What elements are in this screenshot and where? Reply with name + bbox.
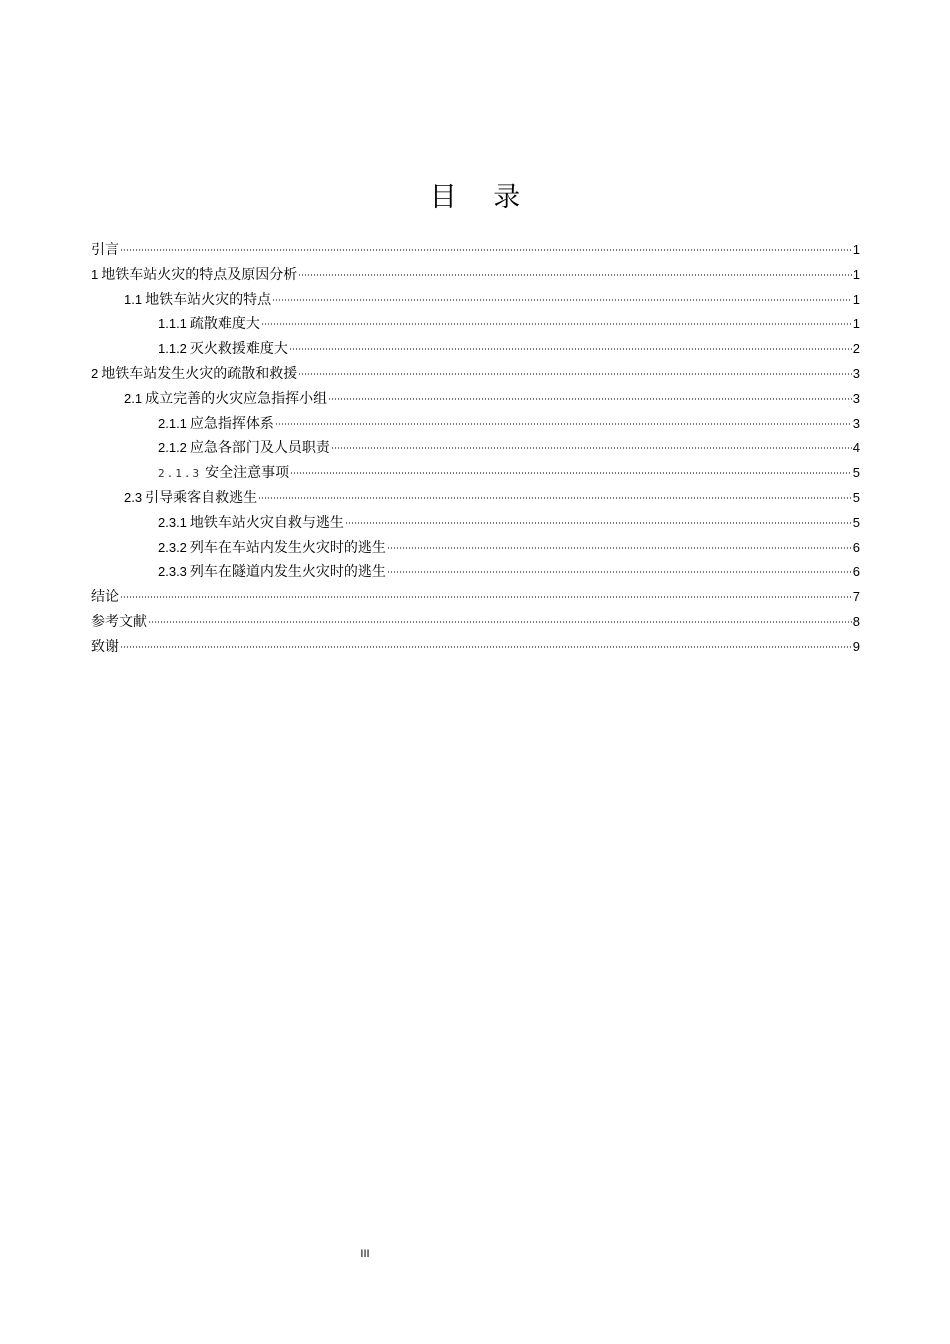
toc-entry[interactable] — [91, 635, 860, 660]
toc-entry-label: 列车在车站内发生火灾时的逃生 — [189, 539, 386, 556]
toc-dot-leader — [258, 497, 852, 499]
toc-entry-page: 4 — [852, 440, 860, 456]
toc-dot-leader — [120, 596, 852, 598]
toc-dot-leader — [290, 472, 852, 474]
toc-dot-leader — [331, 447, 852, 449]
toc-entry-page: 1 — [852, 242, 860, 257]
toc-entry-page: 7 — [852, 589, 860, 605]
toc-entry-label: 致谢 — [91, 638, 119, 655]
toc-entry-label: 地铁车站火灾自救与逃生 — [189, 514, 344, 531]
toc-entry-label: 结论 — [91, 589, 119, 606]
toc-entry-number: 2.1.1 — [158, 415, 187, 431]
toc-entry-label: 参考文献 — [91, 613, 147, 630]
toc-entry[interactable] — [91, 263, 860, 288]
toc-entry-number: 2.3.2 — [158, 539, 187, 555]
toc-dot-leader — [345, 522, 852, 524]
toc-entry-page: 5 — [852, 489, 860, 505]
toc-entry[interactable] — [91, 536, 860, 561]
toc-dot-leader — [298, 373, 852, 375]
toc-entry-label: 应急各部门及人员职责 — [189, 440, 330, 457]
toc-entry-number: 2 — [91, 365, 99, 381]
toc-entry[interactable] — [91, 511, 860, 536]
toc-entry[interactable] — [91, 387, 860, 412]
toc-entry[interactable] — [91, 362, 860, 387]
toc-entry-label: 引导乘客自救逃生 — [145, 489, 258, 506]
toc-entry-page: 9 — [852, 638, 860, 654]
toc-entry[interactable] — [91, 312, 860, 337]
toc-entry-page: 2 — [852, 341, 860, 357]
toc-entry-label: 引言 — [91, 242, 119, 258]
toc-entry[interactable] — [91, 238, 860, 263]
toc-entry[interactable] — [91, 486, 860, 511]
toc-entry-page: 3 — [852, 415, 860, 431]
toc-dot-leader — [272, 299, 852, 301]
toc-entry[interactable] — [91, 585, 860, 610]
toc-entry-page: 3 — [852, 390, 860, 406]
toc-entry[interactable] — [91, 412, 860, 437]
toc-entry[interactable] — [91, 461, 860, 486]
toc-entry-label: 成立完善的火灾应急指挥小组 — [145, 390, 328, 407]
toc-entry-label: 应急指挥体系 — [189, 415, 274, 432]
toc-entry-number: 1.1 — [124, 291, 143, 307]
toc-dot-leader — [387, 547, 852, 549]
toc-dot-leader — [298, 274, 852, 276]
toc-entry-label: 地铁车站火灾的特点及原因分析 — [101, 266, 298, 283]
toc-entry-page: 6 — [852, 539, 860, 555]
toc-entry[interactable] — [91, 436, 860, 461]
toc-entry-number: 2.3.3 — [158, 564, 187, 580]
toc-entry-page: 6 — [852, 564, 860, 580]
toc-entry-number: 1 — [91, 266, 99, 282]
toc-entry-number: 2.3 — [124, 489, 143, 505]
toc-dot-leader — [120, 646, 852, 648]
toc-dot-leader — [289, 348, 852, 350]
toc-entry-label: 灭火救援难度大 — [189, 341, 288, 358]
footer-page-number: III — [360, 1248, 370, 1260]
toc-entry-label: 安全注意事项 — [205, 465, 290, 482]
toc-title: 目 录 — [429, 182, 535, 213]
toc-entry-label: 疏散难度大 — [189, 316, 260, 333]
toc-dot-leader — [328, 398, 852, 400]
toc-entry-page: 8 — [852, 613, 860, 629]
toc-entry-page: 1 — [852, 316, 860, 332]
toc-dot-leader — [387, 571, 852, 573]
toc-entry[interactable] — [91, 610, 860, 635]
toc-entry-label: 地铁车站发生火灾的疏散和救援 — [101, 365, 298, 382]
toc-entry-number: 2.1.3 — [158, 467, 202, 481]
toc-entry-page: 5 — [852, 514, 860, 530]
toc-entry[interactable] — [91, 288, 860, 313]
toc-entry[interactable] — [91, 337, 860, 362]
toc-entry-number: 2.1.2 — [158, 440, 187, 456]
toc-entry-number: 2.1 — [124, 390, 143, 406]
toc-dot-leader — [120, 249, 852, 251]
toc-entry-number: 1.1.2 — [158, 341, 187, 357]
toc-entry[interactable] — [91, 560, 860, 585]
toc-list — [91, 238, 860, 660]
toc-entry-page: 1 — [852, 291, 860, 307]
toc-entry-number: 2.3.1 — [158, 514, 187, 530]
toc-dot-leader — [148, 621, 852, 623]
toc-entry-label: 列车在隧道内发生火灾时的逃生 — [189, 564, 386, 581]
toc-dot-leader — [275, 423, 852, 425]
toc-entry-page: 1 — [852, 266, 860, 282]
toc-entry-page: 5 — [852, 465, 860, 481]
toc-entry-page: 3 — [852, 365, 860, 381]
toc-dot-leader — [261, 323, 852, 325]
toc-entry-number: 1.1.1 — [158, 316, 187, 332]
toc-entry-label: 地铁车站火灾的特点 — [145, 291, 272, 308]
